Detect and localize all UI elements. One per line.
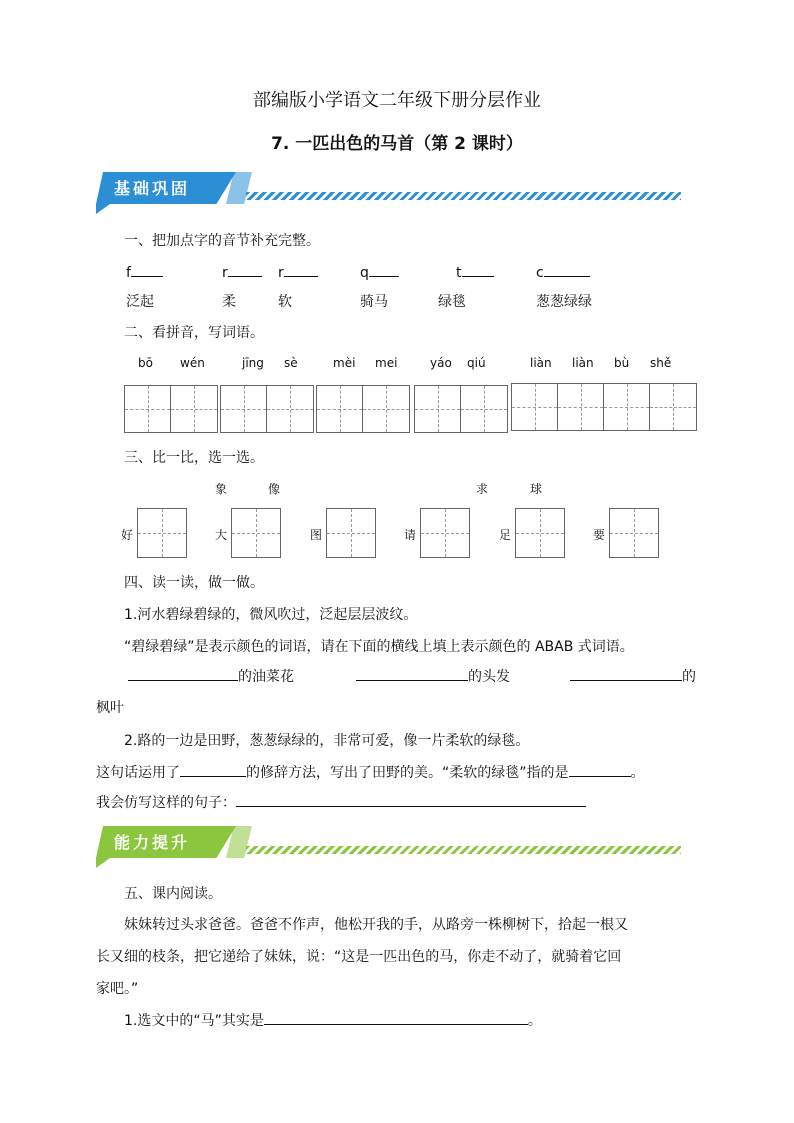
q4-imitate — [96, 792, 586, 812]
task-text: 1.选文中的“马”其实是 — [124, 1013, 264, 1029]
initial: q — [360, 265, 369, 281]
q1-blank-3[interactable] — [278, 262, 318, 281]
pinyin-1: bō — [138, 356, 153, 370]
writing-grid-3[interactable] — [316, 385, 410, 433]
q1-word-3: 软 — [278, 294, 292, 310]
option-xiang1: 象 — [215, 482, 228, 496]
writing-grid-2[interactable] — [220, 385, 314, 433]
pinyin-4: sè — [284, 356, 298, 370]
answer-box-5[interactable] — [515, 508, 565, 558]
prompt-5: 足 — [499, 528, 512, 542]
task-text: 。 — [527, 1013, 542, 1029]
writing-grid-5[interactable] — [511, 383, 697, 431]
writing-grid-1[interactable] — [124, 385, 218, 433]
q5-passage-line-3: 家吧。” — [96, 981, 139, 997]
answer-box-2[interactable] — [231, 508, 281, 558]
answer-box-1[interactable] — [137, 508, 187, 558]
q4-sentence-2: 2.路的一边是田野，葱葱绿绿的，非常可爱，像一片柔软的绿毯。 — [124, 733, 530, 749]
banner-fold — [96, 204, 110, 214]
banner-label: 能力提升 — [114, 833, 191, 852]
section-banner-basic — [96, 172, 681, 212]
task-text: 我会仿写这样的句子： — [96, 795, 236, 811]
option-xiang2: 像 — [268, 482, 281, 496]
q4-heading: 四、读一读，做一做。 — [124, 575, 264, 591]
task-text: 。 — [630, 765, 645, 781]
q1-blank-5[interactable] — [456, 262, 494, 281]
prompt-3: 图 — [310, 528, 323, 542]
banner-label: 基础巩固 — [114, 179, 191, 198]
initial: r — [278, 265, 284, 281]
pinyin-7: yáo — [430, 356, 452, 370]
pinyin-6: mei — [375, 356, 398, 370]
q2-heading: 二、看拼音，写词语。 — [124, 325, 264, 341]
q1-blank-2[interactable] — [222, 262, 262, 281]
q3-heading: 三、比一比，选一选。 — [124, 450, 264, 466]
q1-word-6: 葱葱绿绿 — [536, 294, 592, 310]
pinyin-9: liàn — [530, 356, 552, 370]
pinyin-3: jīng — [242, 356, 264, 370]
banner-fold — [96, 858, 110, 868]
q5-heading: 五、课内阅读。 — [124, 886, 222, 902]
prompt-6: 要 — [593, 528, 606, 542]
pinyin-8: qiú — [467, 356, 486, 370]
answer-box-4[interactable] — [420, 508, 470, 558]
q1-blank-4[interactable] — [360, 262, 399, 281]
q5-passage-line-2: 长又细的枝条，把它递给了妹妹，说：“这是一匹出色的马，你走不动了，就骑着它回 — [96, 949, 622, 965]
rhetoric-blank[interactable] — [180, 762, 246, 777]
initial: f — [126, 265, 131, 281]
option-qiu1: 求 — [476, 482, 489, 496]
pinyin-12: shě — [650, 356, 672, 370]
pinyin-10: liàn — [572, 356, 594, 370]
q1-blank-6[interactable] — [536, 262, 590, 281]
prompt-2: 大 — [215, 528, 228, 542]
fill-suffix: 的油菜花 — [238, 669, 294, 685]
lesson-title: 7. 一匹出色的马首（第 2 课时） — [271, 134, 523, 154]
task-text: 这句话运用了 — [96, 765, 180, 781]
q4-fill-2[interactable] — [356, 666, 510, 686]
pinyin-2: wén — [180, 356, 205, 370]
writing-grid-4[interactable] — [414, 385, 508, 433]
banner-stripes — [246, 192, 681, 200]
meaning-blank[interactable] — [569, 762, 631, 777]
q4-fill-1[interactable] — [128, 666, 294, 686]
banner-stripes — [246, 846, 681, 854]
initial: c — [536, 265, 544, 281]
q4-fill-3-continuation: 枫叶 — [96, 700, 124, 716]
imitate-blank[interactable] — [236, 792, 586, 807]
q1-blank-1[interactable] — [126, 262, 163, 281]
initial: t — [456, 265, 462, 281]
pinyin-5: mèi — [333, 356, 356, 370]
section-banner-advanced — [96, 826, 681, 866]
q5-answer-blank[interactable] — [264, 1010, 528, 1025]
q1-word-1: 泛起 — [126, 294, 154, 310]
answer-box-3[interactable] — [326, 508, 376, 558]
q1-word-2: 柔 — [222, 294, 236, 310]
q1-word-5: 绿毯 — [438, 294, 466, 310]
q4-fill-3[interactable] — [570, 666, 696, 686]
worksheet-title: 部编版小学语文二年级下册分层作业 — [253, 90, 541, 111]
q1-heading: 一、把加点字的音节补充完整。 — [124, 233, 320, 249]
task-text: 的修辞方法，写出了田野的美。“柔软的绿毯”指的是 — [246, 765, 569, 781]
q5-question-1 — [124, 1010, 542, 1030]
fill-suffix: 的 — [682, 669, 696, 685]
q4-task-1: “碧绿碧绿”是表示颜色的词语，请在下面的横线上填上表示颜色的 ABAB 式词语。 — [124, 639, 634, 655]
fill-suffix: 的头发 — [468, 669, 510, 685]
option-qiu2: 球 — [530, 482, 543, 496]
q4-task-2 — [96, 762, 645, 782]
q4-sentence-1: 1.河水碧绿碧绿的，微风吹过，泛起层层波纹。 — [124, 607, 418, 623]
prompt-4: 请 — [404, 528, 417, 542]
prompt-1: 好 — [121, 528, 134, 542]
pinyin-11: bù — [614, 356, 630, 370]
initial: r — [222, 265, 228, 281]
answer-box-6[interactable] — [609, 508, 659, 558]
q5-passage-line-1: 妹妹转过头求爸爸。爸爸不作声，他松开我的手，从路旁一株柳树下，拾起一根又 — [124, 917, 628, 933]
q1-word-4: 骑马 — [360, 294, 388, 310]
